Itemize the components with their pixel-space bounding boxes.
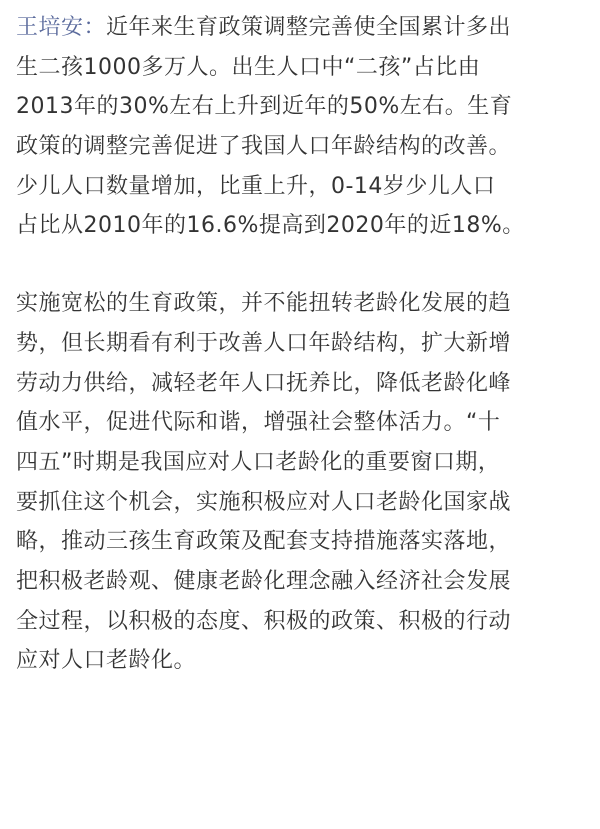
- text-line: 生二孩1000多万人。出生人口中“二孩”占比由: [16, 54, 481, 80]
- paragraph-spacer: [16, 246, 590, 284]
- text-line: 势，但长期看有利于改善人口年龄结构，扩大新增: [16, 330, 512, 356]
- text-line: 值水平，促进代际和谐，增强社会整体活力。“十: [16, 410, 501, 436]
- text-line: 把积极老龄观、健康老龄化理念融入经济社会发展: [16, 568, 512, 594]
- text-line-content: 近年来生育政策调整完善使全国累计多出: [106, 15, 512, 40]
- text-line: 占比从2010年的16.6%提高到2020年的近18%。: [16, 213, 525, 239]
- text-line: 劳动力供给，减轻老年人口抚养比，降低老龄化峰: [16, 370, 512, 396]
- speaker-name: 王培安：: [16, 15, 107, 40]
- text-line: 实施宽松的生育政策，并不能扭转老龄化发展的趋: [16, 291, 512, 317]
- paragraph-1: [16, 8, 590, 246]
- text-line: 要抓住这个机会，实施积极应对人口老龄化国家战: [16, 489, 512, 515]
- text-line: 应对人口老龄化。: [16, 648, 197, 674]
- text-line: 2013年的30%左右上升到近年的50%左右。生育: [16, 94, 513, 120]
- text-line: 四五”时期是我国应对人口老龄化的重要窗口期，: [16, 449, 501, 475]
- article-body: [16, 0, 590, 681]
- text-line: 少儿人口数量增加，比重上升，0-14岁少儿人口: [16, 173, 496, 199]
- paragraph-2: [16, 284, 590, 681]
- text-line: [16, 8, 590, 48]
- text-line: 政策的调整完善促进了我国人口年龄结构的改善。: [16, 134, 512, 160]
- text-line: 全过程，以积极的态度、积极的政策、积极的行动: [16, 608, 512, 634]
- text-line: 略，推动三孩生育政策及配套支持措施落实落地，: [16, 529, 512, 555]
